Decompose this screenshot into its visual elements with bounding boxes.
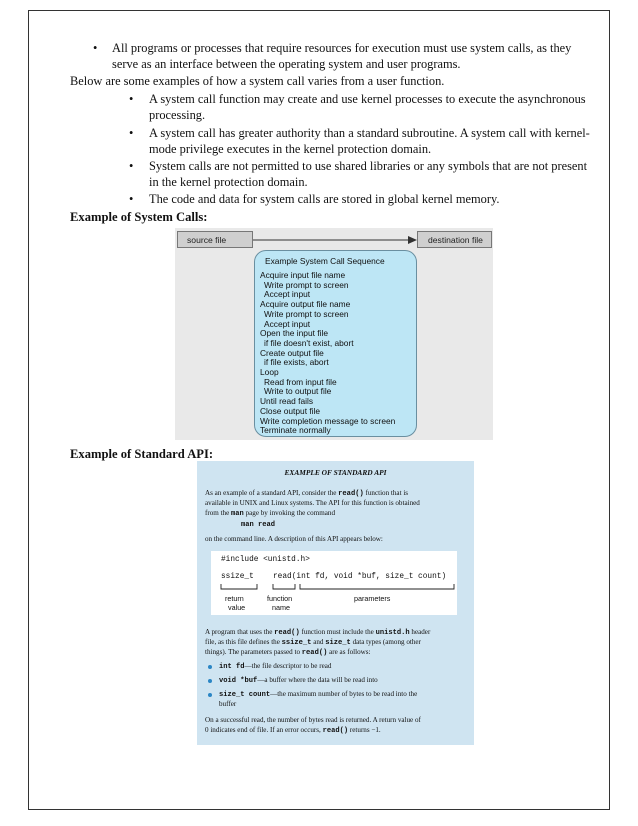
api-paragraph-line: things). The parameters passed to read() are as follows: bbox=[205, 648, 371, 657]
intro-bullet-line2: serve as an interface between the operating system and user programs. bbox=[112, 57, 461, 71]
intro-paragraph: Below are some examples of how a system call varies from a user function. bbox=[70, 74, 445, 88]
sequence-step: Open the input file bbox=[260, 328, 328, 339]
bullet-1-line1: A system call function may create and use kernel processes to execute the asynchronous bbox=[149, 92, 586, 106]
code-include: #include <unistd.h> bbox=[221, 556, 310, 564]
label-name: name bbox=[272, 603, 290, 612]
api-paragraph-line: On a successful read, the number of bytes read is returned. A return value of bbox=[205, 716, 421, 724]
sequence-box bbox=[254, 250, 417, 437]
system-call-diagram bbox=[175, 228, 493, 440]
standard-api-box bbox=[197, 461, 474, 745]
bullet-4-line1: The code and data for system calls are stored in global kernel memory. bbox=[149, 192, 500, 206]
bullet-dot-icon bbox=[208, 679, 212, 683]
sequence-step: Write prompt to screen bbox=[264, 308, 349, 319]
sequence-step: Read from input file bbox=[264, 376, 337, 387]
bullet-2-line1: A system call has greater authority than a standard subroutine. A system call with kernel- bbox=[149, 126, 590, 140]
label-parameters: parameters bbox=[354, 594, 391, 603]
api-param-item: size_t count—the maximum number of bytes to be read into the bbox=[219, 690, 418, 699]
bullet-2-line2: mode privilege executes in the kernel protection domain. bbox=[149, 142, 432, 156]
sequence-step: Acquire output file name bbox=[260, 299, 351, 310]
api-code-panel bbox=[211, 551, 457, 615]
sequence-step: Accept input bbox=[264, 318, 311, 329]
api-param-item: void *buf—a buffer where the data will be read into bbox=[219, 676, 378, 685]
label-value: value bbox=[228, 603, 246, 612]
sequence-step: Write to output file bbox=[264, 386, 332, 397]
bullet-dot-icon bbox=[208, 693, 212, 697]
sequence-step: Write prompt to screen bbox=[264, 279, 349, 290]
api-command: man read bbox=[241, 521, 276, 529]
sequence-step: if file doesn't exist, abort bbox=[264, 337, 354, 348]
intro-bullet-line1: All programs or processes that require resources for execution must use system calls, as they bbox=[112, 41, 572, 55]
bullet-glyph: • bbox=[129, 126, 134, 140]
bullet-3-line1: System calls are not permitted to use shared libraries or any symbols that are not present bbox=[149, 159, 588, 173]
bullet-glyph: • bbox=[129, 92, 134, 106]
api-paragraph-line: on the command line. A description of this API appears below: bbox=[205, 535, 383, 543]
section-heading-standard-api: Example of Standard API: bbox=[70, 447, 214, 461]
sequence-step: Acquire input file name bbox=[260, 270, 346, 280]
sequence-step: Write completion message to screen bbox=[260, 415, 396, 426]
arrow-icon bbox=[253, 233, 418, 247]
api-title: EXAMPLE OF STANDARD API bbox=[284, 468, 387, 477]
sequence-step: Terminate normally bbox=[260, 425, 331, 436]
label-function: function bbox=[267, 594, 293, 603]
bullet-glyph: • bbox=[129, 159, 134, 173]
sequence-step: Create output file bbox=[260, 347, 324, 358]
bullet-1-line2: processing. bbox=[149, 108, 206, 122]
sequence-step: if file exists, abort bbox=[264, 357, 329, 368]
api-paragraph-line: available in UNIX and Linux systems. The API for this function is obtained bbox=[205, 499, 420, 507]
code-signature: read(int fd, void *buf, size_t count) bbox=[273, 573, 447, 581]
bullet-3-line2: in the kernel protection domain. bbox=[149, 175, 308, 189]
sequence-step: Loop bbox=[260, 367, 279, 377]
section-heading-system-calls: Example of System Calls: bbox=[70, 210, 208, 224]
label-return: return bbox=[225, 594, 244, 603]
bullet-glyph: • bbox=[129, 192, 134, 206]
api-param-item-cont: buffer bbox=[219, 700, 237, 708]
source-file-box: source file bbox=[177, 231, 253, 248]
bullet-glyph: • bbox=[93, 41, 98, 55]
api-paragraph-line: from the man page by invoking the command bbox=[205, 509, 336, 518]
api-param-item: int fd—the file descriptor to be read bbox=[219, 662, 332, 671]
api-paragraph-line: 0 indicates end of file. If an error occurs, read() returns −1. bbox=[205, 726, 381, 735]
code-return-type: ssize_t bbox=[221, 573, 254, 581]
code-brackets bbox=[211, 583, 457, 593]
sequence-step: Close output file bbox=[260, 405, 321, 416]
bullet-dot-icon bbox=[208, 665, 212, 669]
destination-file-box: destination file bbox=[417, 231, 492, 248]
sequence-title: Example System Call Sequence bbox=[265, 256, 385, 266]
sequence-step: Accept input bbox=[264, 289, 311, 300]
sequence-step: Until read fails bbox=[260, 396, 314, 407]
api-paragraph-line: As an example of a standard API, consider the read() function that is bbox=[205, 489, 409, 498]
api-paragraph-line: A program that uses the read() function must include the unistd.h header bbox=[205, 628, 431, 637]
api-paragraph-line: file, as this file defines the ssize_t and size_t data types (among other bbox=[205, 638, 421, 647]
